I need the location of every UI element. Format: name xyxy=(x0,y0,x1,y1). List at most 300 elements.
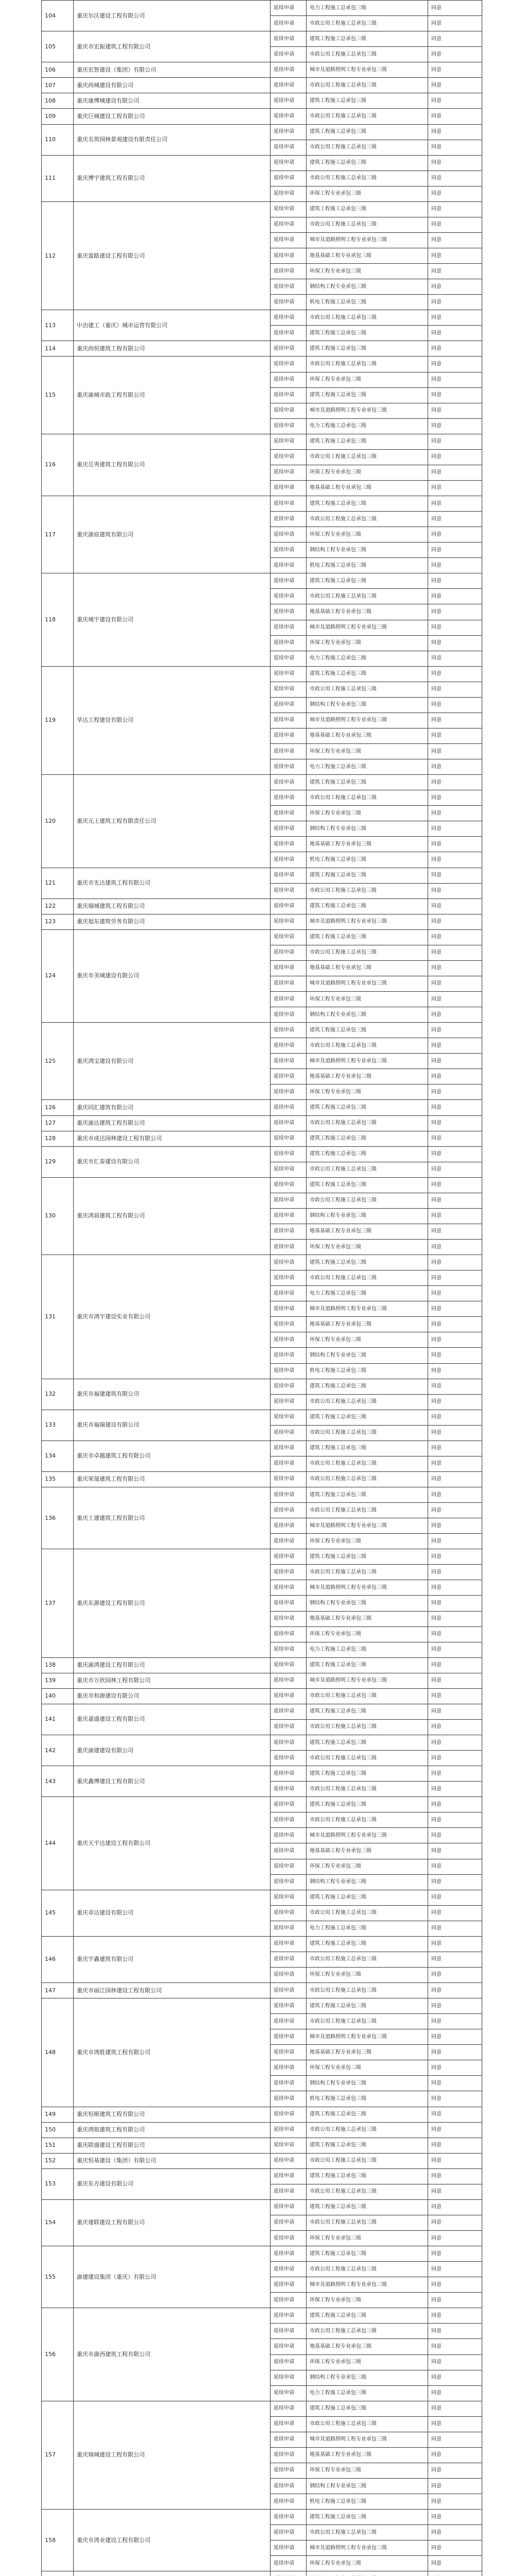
result-cell: 同意 xyxy=(428,2153,482,2168)
result-cell: 同意 xyxy=(428,465,482,480)
row-number-cell: 129 xyxy=(42,1146,74,1177)
application-type-cell: 延续申请 xyxy=(270,1,307,16)
row-number-cell: 143 xyxy=(42,1766,74,1797)
result-cell: 同意 xyxy=(428,1332,482,1348)
application-type-cell: 延续申请 xyxy=(270,2029,307,2045)
row-number-cell: 116 xyxy=(42,434,74,496)
qualification-cell: 市政公用工程施工总承包三级 xyxy=(307,78,428,93)
result-cell: 同意 xyxy=(428,2184,482,2199)
application-type-cell: 延续申请 xyxy=(270,1735,307,1751)
application-type-cell: 延续申请 xyxy=(270,1704,307,1719)
result-cell: 同意 xyxy=(428,573,482,589)
result-cell: 同意 xyxy=(428,1797,482,1812)
table-row xyxy=(42,124,482,140)
qualification-cell: 建筑工程施工总承包三级 xyxy=(307,1890,428,1905)
company-name-cell: 重庆联盛建设工程有限公司 xyxy=(74,2138,270,2153)
application-type-cell: 延续申请 xyxy=(270,713,307,728)
table-row xyxy=(42,155,482,171)
table-row xyxy=(42,1255,482,1270)
application-type-cell: 延续申请 xyxy=(270,2060,307,2076)
result-cell: 同意 xyxy=(428,2168,482,2184)
result-cell: 同意 xyxy=(428,124,482,140)
result-cell: 同意 xyxy=(428,1626,482,1642)
qualification-cell: 市政公用工程施工总承包三级 xyxy=(307,1751,428,1766)
qualification-cell: 建筑工程施工总承包三级 xyxy=(307,1146,428,1162)
qualification-cell: 建筑工程施工总承包三级 xyxy=(307,1549,428,1565)
result-cell: 同意 xyxy=(428,666,482,682)
application-type-cell: 延续申请 xyxy=(270,2556,307,2571)
table-row xyxy=(42,2199,482,2215)
result-cell: 同意 xyxy=(428,2138,482,2153)
table-row xyxy=(42,2246,482,2262)
row-number-cell: 124 xyxy=(42,929,74,1022)
application-type-cell: 延续申请 xyxy=(270,1952,307,1967)
application-type-cell: 延续申请 xyxy=(270,357,307,372)
company-name-cell: 重庆鸿晨建筑工程有限公司 xyxy=(74,1177,270,1255)
row-number-cell: 144 xyxy=(42,1797,74,1890)
application-type-cell: 延续申请 xyxy=(270,2215,307,2230)
qualification-cell: 环保工程专业承包三级 xyxy=(307,2060,428,2076)
qualification-cell: 钢结构工程专业承包三级 xyxy=(307,2479,428,2494)
qualification-cell: 市政公用工程施工总承包三级 xyxy=(307,2014,428,2029)
qualification-cell: 城市及道路照明工程专业承包三级 xyxy=(307,2277,428,2293)
company-name-cell: 重庆鑫博建设工程有限公司 xyxy=(74,1766,270,1797)
company-name-cell: 重庆市先达建筑工程有限公司 xyxy=(74,868,270,899)
result-cell: 同意 xyxy=(428,1719,482,1735)
result-cell: 同意 xyxy=(428,1224,482,1239)
row-number-cell: 130 xyxy=(42,1177,74,1255)
application-type-cell: 延续申请 xyxy=(270,1967,307,1982)
application-type-cell: 延续申请 xyxy=(270,1363,307,1379)
qualification-cell: 电力工程施工总承包三级 xyxy=(307,418,428,434)
application-type-cell: 延续申请 xyxy=(270,2525,307,2540)
row-number-cell: 125 xyxy=(42,1023,74,1100)
result-cell: 同意 xyxy=(428,2246,482,2262)
application-type-cell: 延续申请 xyxy=(270,2401,307,2416)
qualification-cell: 环保工程专业承包三级 xyxy=(307,1859,428,1874)
row-number-cell: 117 xyxy=(42,496,74,573)
qualification-cell: 电力工程施工总承包三级 xyxy=(307,2385,428,2401)
application-type-cell: 延续申请 xyxy=(270,2122,307,2138)
result-cell: 同意 xyxy=(428,93,482,109)
application-type-cell: 延续申请 xyxy=(270,1270,307,1286)
company-name-cell: 重庆尚恒建筑工程有限公司 xyxy=(74,341,270,357)
qualification-cell: 建筑工程施工总承包三级 xyxy=(307,775,428,790)
qualification-cell xyxy=(307,2571,428,2576)
table-row xyxy=(42,2168,482,2184)
company-name-cell: 重庆市渝西建筑工程有限公司 xyxy=(74,2308,270,2401)
result-cell: 同意 xyxy=(428,1,482,16)
company-name-cell: 重庆鸿宝建设有限公司 xyxy=(74,1023,270,1100)
qualification-cell: 市政公用工程施工总承包三级 xyxy=(307,109,428,124)
result-cell: 同意 xyxy=(428,372,482,387)
table-row xyxy=(42,1471,482,1487)
result-cell: 同意 xyxy=(428,1054,482,1069)
application-type-cell: 延续申请 xyxy=(270,2262,307,2277)
row-number-cell: 147 xyxy=(42,1983,74,1998)
application-type-cell: 延续申请 xyxy=(270,2339,307,2354)
application-type-cell: 延续申请 xyxy=(270,868,307,883)
result-cell: 同意 xyxy=(428,1038,482,1054)
table-row xyxy=(42,775,482,790)
table-row xyxy=(42,2107,482,2122)
qualification-cell: 市政公用工程施工总承包三级 xyxy=(307,1905,428,1921)
result-cell: 同意 xyxy=(428,728,482,743)
table-row xyxy=(42,2122,482,2138)
application-type-cell: 延续申请 xyxy=(270,201,307,217)
result-cell: 同意 xyxy=(428,2324,482,2339)
qualification-cell: 建筑工程施工总承包三级 xyxy=(307,1410,428,1425)
qualification-cell: 建筑工程施工总承包三级 xyxy=(307,124,428,140)
result-cell: 同意 xyxy=(428,527,482,543)
application-type-cell: 延续申请 xyxy=(270,1596,307,1611)
application-type-cell: 延续申请 xyxy=(270,976,307,991)
qualification-cell: 地基基础工程专业承包三级 xyxy=(307,837,428,852)
row-number-cell: 115 xyxy=(42,357,74,434)
result-cell: 同意 xyxy=(428,960,482,976)
qualification-cell: 建筑工程施工总承包三级 xyxy=(307,31,428,47)
result-cell: 同意 xyxy=(428,341,482,357)
company-name-cell: 重庆渝达建筑工程有限公司 xyxy=(74,1115,270,1131)
application-type-cell: 延续申请 xyxy=(270,2494,307,2510)
application-type-cell: 延续申请 xyxy=(270,2091,307,2107)
application-type-cell: 延续申请 xyxy=(270,2138,307,2153)
qualification-cell: 城市及道路照明工程专业承包三级 xyxy=(307,1580,428,1596)
application-type-cell: 延续申请 xyxy=(270,186,307,201)
qualification-cell: 市政公用工程施工总承包三级 xyxy=(307,2416,428,2432)
table-row xyxy=(42,1983,482,1998)
result-cell: 同意 xyxy=(428,2463,482,2478)
qualification-cell: 建筑工程施工总承包三级 xyxy=(307,2199,428,2215)
row-number-cell: 106 xyxy=(42,62,74,78)
result-cell: 同意 xyxy=(428,837,482,852)
result-cell: 同意 xyxy=(428,1657,482,1673)
result-cell: 同意 xyxy=(428,2432,482,2447)
application-type-cell: 延续申请 xyxy=(270,2308,307,2324)
company-name-cell: 重庆卓达建设有限公司 xyxy=(74,1890,270,1936)
qualification-cell: 市政公用工程施工总承包三级 xyxy=(307,2324,428,2339)
table-row xyxy=(42,573,482,589)
result-cell: 同意 xyxy=(428,2510,482,2525)
application-type-cell: 延续申请 xyxy=(270,1828,307,1843)
application-type-cell: 延续申请 xyxy=(270,558,307,573)
result-cell: 同意 xyxy=(428,1363,482,1379)
result-cell: 同意 xyxy=(428,1843,482,1859)
table-row xyxy=(42,1549,482,1565)
application-type-cell: 延续申请 xyxy=(270,2168,307,2184)
result-cell: 同意 xyxy=(428,16,482,31)
application-type-cell: 延续申请 xyxy=(270,666,307,682)
result-cell: 同意 xyxy=(428,295,482,310)
qualification-cell: 地基基础工程专业承包三级 xyxy=(307,1069,428,1084)
table-row xyxy=(42,2138,482,2153)
application-type-cell xyxy=(270,2571,307,2576)
application-type-cell: 延续申请 xyxy=(270,2479,307,2494)
qualification-cell: 电力工程施工总承包三级 xyxy=(307,651,428,666)
qualification-cell: 地基基础工程专业承包三级 xyxy=(307,2339,428,2354)
qualification-cell: 城市及道路照明工程专业承包三级 xyxy=(307,232,428,248)
application-type-cell: 延续申请 xyxy=(270,1410,307,1425)
application-type-cell: 延续申请 xyxy=(270,914,307,929)
result-cell: 同意 xyxy=(428,1596,482,1611)
table-row xyxy=(42,1797,482,1812)
row-number-cell: 139 xyxy=(42,1673,74,1688)
table-row xyxy=(42,310,482,326)
qualification-cell: 地基基础工程专业承包三级 xyxy=(307,1843,428,1859)
result-cell: 同意 xyxy=(428,852,482,868)
result-cell: 同意 xyxy=(428,1890,482,1905)
qualification-cell: 市政公用工程施工总承包三级 xyxy=(307,310,428,326)
company-name-cell: 重庆渝鸿建设工程有限公司 xyxy=(74,1657,270,1673)
result-cell: 同意 xyxy=(428,2416,482,2432)
table-row xyxy=(42,357,482,372)
result-cell: 同意 xyxy=(428,326,482,341)
application-type-cell: 延续申请 xyxy=(270,527,307,543)
table-row xyxy=(42,109,482,124)
qualification-cell: 城市及道路照明工程专业承包三级 xyxy=(307,403,428,418)
qualification-cell: 市政公用工程施工总承包三级 xyxy=(307,1115,428,1131)
application-type-cell: 延续申请 xyxy=(270,1115,307,1131)
table-row xyxy=(42,201,482,217)
company-name-cell: 重庆恒顺建筑工程有限公司 xyxy=(74,2107,270,2122)
result-cell: 同意 xyxy=(428,759,482,775)
result-cell: 同意 xyxy=(428,1766,482,1782)
application-type-cell: 延续申请 xyxy=(270,1565,307,1580)
result-cell: 同意 xyxy=(428,2401,482,2416)
table-row xyxy=(42,1023,482,1038)
company-name-cell: 重庆市丽江园林建设工程有限公司 xyxy=(74,1983,270,1998)
row-number-cell: 149 xyxy=(42,2107,74,2122)
qualification-approval-table xyxy=(41,0,482,2576)
application-type-cell: 延续申请 xyxy=(270,852,307,868)
result-cell: 同意 xyxy=(428,1317,482,1332)
row-number-cell: 152 xyxy=(42,2153,74,2168)
result-cell: 同意 xyxy=(428,558,482,573)
qualification-cell: 建筑工程施工总承包三级 xyxy=(307,1657,428,1673)
application-type-cell: 延续申请 xyxy=(270,31,307,47)
qualification-cell: 环保工程专业承包三级 xyxy=(307,264,428,279)
table-row xyxy=(42,1379,482,1394)
application-type-cell: 延续申请 xyxy=(270,2354,307,2370)
row-number-cell: 120 xyxy=(42,775,74,868)
qualification-cell: 环保工程专业承包三级 xyxy=(307,2293,428,2308)
row-number-cell: 112 xyxy=(42,201,74,310)
application-type-cell: 延续申请 xyxy=(270,1642,307,1657)
qualification-cell: 环保工程专业承包三级 xyxy=(307,2463,428,2478)
qualification-cell: 建筑工程施工总承包三级 xyxy=(307,2107,428,2122)
qualification-cell: 城市及道路照明工程专业承包三级 xyxy=(307,2540,428,2556)
result-cell: 同意 xyxy=(428,2199,482,2215)
company-name-cell: 重庆尚城建设有限公司 xyxy=(74,78,270,93)
qualification-cell: 环保工程专业承包三级 xyxy=(307,744,428,759)
table-row xyxy=(42,2308,482,2324)
result-cell: 同意 xyxy=(428,1379,482,1394)
application-type-cell: 延续申请 xyxy=(270,449,307,465)
qualification-cell: 市政公用工程施工总承包三级 xyxy=(307,1471,428,1487)
result-cell: 同意 xyxy=(428,1301,482,1317)
application-type-cell: 延续申请 xyxy=(270,1503,307,1518)
application-type-cell: 延续申请 xyxy=(270,1131,307,1146)
qualification-cell: 市政公用工程施工总承包三级 xyxy=(307,1952,428,1967)
result-cell: 同意 xyxy=(428,976,482,991)
company-name-cell: 华达工程建设有限公司 xyxy=(74,666,270,774)
row-number-cell: 119 xyxy=(42,666,74,774)
qualification-cell: 建筑工程施工总承包三级 xyxy=(307,1735,428,1751)
company-name-cell: 重庆市汇泰建设有限公司 xyxy=(74,1146,270,1177)
application-type-cell: 延续申请 xyxy=(270,945,307,960)
company-name-cell: 重庆渝建建设有限公司 xyxy=(74,1735,270,1766)
result-cell: 同意 xyxy=(428,387,482,403)
application-type-cell: 延续申请 xyxy=(270,1208,307,1224)
table-row xyxy=(42,2571,482,2576)
company-name-cell: 重庆荣晟建筑工程有限公司 xyxy=(74,1471,270,1487)
application-type-cell: 延续申请 xyxy=(270,109,307,124)
company-name-cell: 重庆市卓越建筑工程有限公司 xyxy=(74,1440,270,1471)
qualification-cell: 环保工程专业承包三级 xyxy=(307,1967,428,1982)
application-type-cell: 延续申请 xyxy=(270,2540,307,2556)
result-cell: 同意 xyxy=(428,2525,482,2540)
row-number-cell: 136 xyxy=(42,1487,74,1549)
application-type-cell: 延续申请 xyxy=(270,155,307,171)
company-name-cell: 重庆嘉盛建设工程有限公司 xyxy=(74,1704,270,1735)
result-cell: 同意 xyxy=(428,1952,482,1967)
qualification-cell: 地基基础工程专业承包三级 xyxy=(307,1317,428,1332)
result-cell: 同意 xyxy=(428,1115,482,1131)
application-type-cell: 延续申请 xyxy=(270,124,307,140)
application-type-cell: 延续申请 xyxy=(270,2153,307,2168)
application-type-cell: 延续申请 xyxy=(270,2076,307,2091)
application-type-cell: 延续申请 xyxy=(270,2277,307,2293)
table-row xyxy=(42,666,482,682)
row-number-cell: 155 xyxy=(42,2246,74,2308)
company-name-cell: 重庆瑞城建筑工程有限公司 xyxy=(74,899,270,914)
application-type-cell: 延续申请 xyxy=(270,47,307,62)
application-type-cell: 延续申请 xyxy=(270,1240,307,1255)
row-number-cell: 113 xyxy=(42,310,74,341)
result-cell: 同意 xyxy=(428,217,482,232)
application-type-cell: 延续申请 xyxy=(270,1983,307,1998)
application-type-cell: 延续申请 xyxy=(270,1193,307,1208)
application-type-cell: 延续申请 xyxy=(270,248,307,264)
qualification-cell: 市政公用工程施工总承包三级 xyxy=(307,2215,428,2230)
table-row xyxy=(42,868,482,883)
result-cell: 同意 xyxy=(428,589,482,604)
application-type-cell: 延续申请 xyxy=(270,93,307,109)
qualification-cell: 建筑工程施工总承包三级 xyxy=(307,1704,428,1719)
qualification-cell: 机电工程施工总承包三级 xyxy=(307,2494,428,2510)
application-type-cell: 延续申请 xyxy=(270,341,307,357)
qualification-cell: 城市及道路照明工程专业承包三级 xyxy=(307,62,428,78)
qualification-cell: 市政公用工程施工总承包三级 xyxy=(307,1782,428,1797)
qualification-cell: 机电工程施工总承包三级 xyxy=(307,558,428,573)
row-number-cell: 142 xyxy=(42,1735,74,1766)
application-type-cell: 延续申请 xyxy=(270,1224,307,1239)
result-cell: 同意 xyxy=(428,1565,482,1580)
result-cell: 同意 xyxy=(428,78,482,93)
result-cell: 同意 xyxy=(428,992,482,1007)
qualification-cell: 市政公用工程施工总承包三级 xyxy=(307,1565,428,1580)
company-name-cell: 重庆东方建设有限公司 xyxy=(74,2168,270,2199)
application-type-cell: 延续申请 xyxy=(270,171,307,186)
row-number-cell: 145 xyxy=(42,1890,74,1936)
qualification-cell: 地基基础工程专业承包三级 xyxy=(307,2045,428,2060)
application-type-cell: 延续申请 xyxy=(270,1348,307,1363)
table-row xyxy=(42,914,482,929)
qualification-cell: 建筑工程施工总承包三级 xyxy=(307,1936,428,1952)
application-type-cell: 延续申请 xyxy=(270,837,307,852)
qualification-cell: 电力工程施工总承包三级 xyxy=(307,1921,428,1936)
qualification-cell: 机电工程施工总承包三级 xyxy=(307,1363,428,1379)
company-name-cell: 重庆元上建筑工程有限责任公司 xyxy=(74,775,270,868)
qualification-cell: 建筑工程施工总承包三级 xyxy=(307,573,428,589)
application-type-cell: 延续申请 xyxy=(270,806,307,821)
qualification-cell: 市政公用工程施工总承包三级 xyxy=(307,682,428,697)
qualification-cell: 机电工程施工总承包三级 xyxy=(307,852,428,868)
qualification-cell: 地基基础工程专业承包三级 xyxy=(307,728,428,743)
qualification-cell: 市政公用工程施工总承包三级 xyxy=(307,171,428,186)
result-cell: 同意 xyxy=(428,2447,482,2463)
qualification-cell: 机电工程施工总承包三级 xyxy=(307,2091,428,2107)
result-cell: 同意 xyxy=(428,2029,482,2045)
qualification-cell: 建筑工程施工总承包三级 xyxy=(307,1023,428,1038)
qualification-cell: 环保工程专业承包三级 xyxy=(307,1626,428,1642)
result-cell: 同意 xyxy=(428,248,482,264)
qualification-cell: 电力工程施工总承包三级 xyxy=(307,1,428,16)
result-cell: 同意 xyxy=(428,357,482,372)
result-cell: 同意 xyxy=(428,1471,482,1487)
result-cell: 同意 xyxy=(428,2076,482,2091)
result-cell: 同意 xyxy=(428,1069,482,1084)
row-number-cell: 104 xyxy=(42,1,74,31)
qualification-cell: 城市及道路照明工程专业承包三级 xyxy=(307,1301,428,1317)
application-type-cell: 延续申请 xyxy=(270,232,307,248)
row-number-cell: 140 xyxy=(42,1688,74,1704)
table-row xyxy=(42,2153,482,2168)
result-cell: 同意 xyxy=(428,1131,482,1146)
row-number-cell: 157 xyxy=(42,2401,74,2509)
row-number-cell: 111 xyxy=(42,155,74,201)
qualification-cell: 钢结构工程专业承包三级 xyxy=(307,279,428,295)
application-type-cell: 延续申请 xyxy=(270,2293,307,2308)
company-name-cell: 重庆岳秀建筑工程有限公司 xyxy=(74,434,270,496)
table-row xyxy=(42,93,482,109)
result-cell: 同意 xyxy=(428,1162,482,1177)
application-type-cell: 延续申请 xyxy=(270,2107,307,2122)
qualification-cell: 建筑工程施工总承包三级 xyxy=(307,434,428,449)
qualification-cell: 市政公用工程施工总承包三级 xyxy=(307,140,428,155)
company-name-cell: 重庆巨城建设工程有限公司 xyxy=(74,109,270,124)
table-row xyxy=(42,1673,482,1688)
application-type-cell: 延续申请 xyxy=(270,2324,307,2339)
qualification-cell: 环保工程专业承包三级 xyxy=(307,806,428,821)
qualification-cell: 城市及道路照明工程专业承包三级 xyxy=(307,2029,428,2045)
application-type-cell: 延续申请 xyxy=(270,1177,307,1193)
qualification-cell: 市政公用工程施工总承包三级 xyxy=(307,1038,428,1054)
qualification-cell: 建筑工程施工总承包三级 xyxy=(307,2510,428,2525)
qualification-cell: 地基基础工程专业承包三级 xyxy=(307,604,428,620)
qualification-cell: 钢结构工程专业承包三级 xyxy=(307,697,428,713)
application-type-cell: 延续申请 xyxy=(270,2231,307,2246)
qualification-cell: 环保工程专业承包三级 xyxy=(307,1534,428,1549)
result-cell: 同意 xyxy=(428,1782,482,1797)
result-cell: 同意 xyxy=(428,2045,482,2060)
result-cell: 同意 xyxy=(428,2540,482,2556)
company-name-cell: 重庆名筑园林景观建设有限责任公司 xyxy=(74,124,270,155)
table-row xyxy=(42,62,482,78)
qualification-cell: 建筑工程施工总承包三级 xyxy=(307,899,428,914)
result-cell: 同意 xyxy=(428,604,482,620)
table-row xyxy=(42,1735,482,1751)
